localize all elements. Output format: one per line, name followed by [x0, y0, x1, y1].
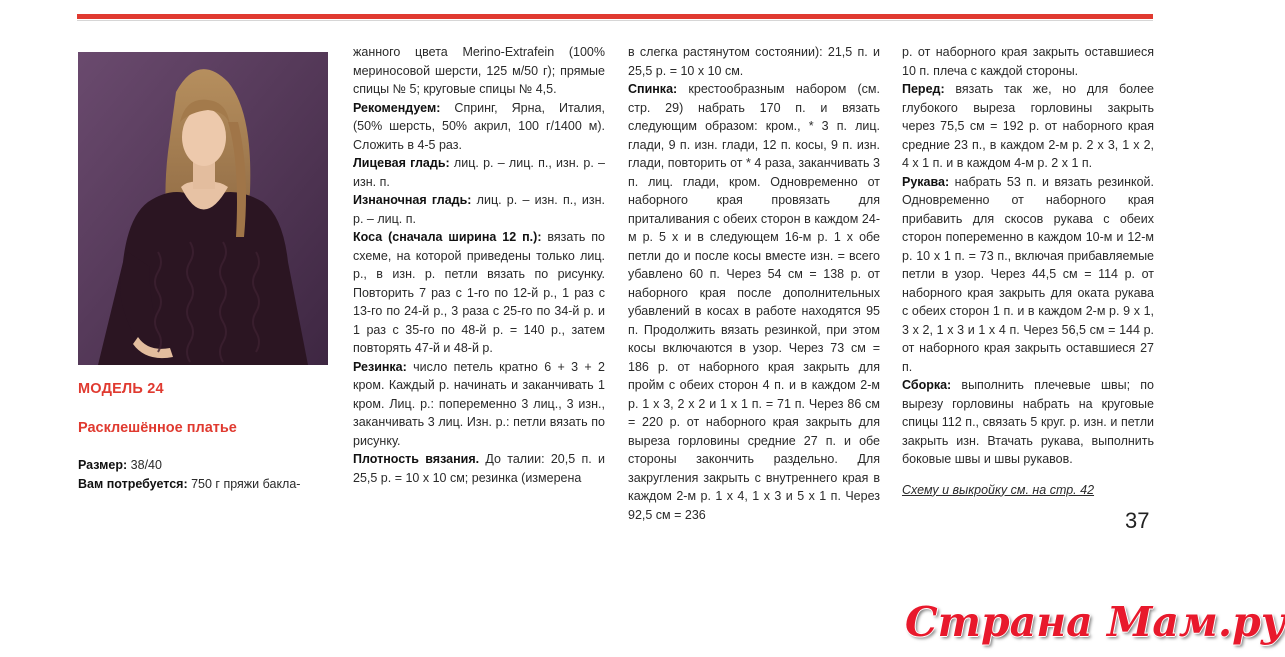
paragraph-recommend: Рекомендуем: Спринг, Ярна, Италия, (50% шерсть, 50% акрил, 100 г/1400 м). Сложить в 4-5 раз.: [353, 100, 605, 152]
paragraph-cable: Коса (сначала ширина 12 п.): вязать по схеме, на которой приведены только лиц. р., в изн. р. петли вязать по рисунку. Повторить 7 раз с 1-го по 12-й р., 1 раз с 13-го по 24-й р., 3 раза с 25-го по 34-й р. и 1 раз с 35-го по 48-й р. = 140 р., затем повторять 47-й и 48-й р.: [353, 230, 605, 355]
text-column-2: [353, 43, 605, 487]
paragraph: в слегка растянутом состоянии): 21,5 п. и 25,5 р. = 10 х 10 см.: [628, 45, 880, 78]
model-number: МОДЕЛЬ 24: [78, 381, 164, 397]
paragraph-back: Спинка: крестообразным набором (см. стр. 29) набрать 170 п. и вязать следующим образом: кром., * 3 п. лиц. глади, 9 п. изн. глади, 12 п. косы, 9 п. изн. глади, повторить от * 4 раза, заканчивать 3 п. лиц. глади, кром. Одновременно от наборного края провязать для приталивания с обеих сторон в каждом 24-м р. 5 х и в следующем 16-м р. 1 х обе петли до и после косы вместе изн. = всего убавлено 60 п. Через 54 см = 138 р. от наборного края после дополнительных убавлений в косах в работе находятся 95 п. Продолжить вязать резинкой, при этом косы включаются в узор. Через 73 см = 186 р. от наборного края закрыть для пройм с обеих сторон 4 п. и в каждом 2-м р. 1 х 3, 2 х 2 и 1 х 1 п. = 71 п. Через 86 см = 220 р. от наборного края закрыть для выреза горловины средние 27 п. и обе стороны закончить раздельно. Для закругления закрыть с внутреннего края в каждом 2-м р. 1 х 4, 1 х 3 и 5 х 1 п. Через 92,5 см = 236: [628, 82, 880, 522]
size-line: Размер: 38/40: [78, 458, 162, 472]
paragraph: жанного цвета Merino-Extrafein (100% мериносовой шерсти, 125 м/50 г); прямые спицы № 5; круговые спицы № 4,5.: [353, 45, 605, 96]
paragraph-reverse-stockinette: Изнаночная гладь: лиц. р. – изн. п., изн. р. – лиц. п.: [353, 193, 605, 226]
model-title: Расклешённое платье: [78, 420, 237, 436]
paragraph-stockinette: Лицевая гладь: лиц. р. – лиц. п., изн. р. – изн. п.: [353, 156, 605, 189]
pattern-reference-link[interactable]: Схему и выкройку см. на стр. 42: [902, 482, 1095, 497]
model-photo: [78, 52, 328, 365]
watermark-logo: Страна Мам.ру: [905, 598, 1285, 646]
paragraph-front: Перед: вязать так же, но для более глубокого выреза горловины закрыть через 75,5 см = 192 р. от наборного края средние 23 п., в каждом 2-м р. 2 х 3, 1 х 2, 4 х 1 п. и в каждом 4-м р. 2 х 1 п.: [902, 82, 1154, 170]
paragraph-sleeves: Рукава: набрать 53 п. и вязать резинкой. Одновременно от наборного края прибавить для скосов рукава с обеих сторон попеременно в каждом 10-м и 12-м р. 10 х 1 п. = 73 п., включая прибавляемые петли в узор. Через 44,5 см = 114 р. от наборного края закрыть для оката рукава с обеих сторон 1 п. и в каждом 2-м р. 9 х 1, 3 х 2, 1 х 3 и 1 х 4 п. Через 56,5 см = 144 р. от наборного края закрыть оставшиеся 27 п.: [902, 174, 1154, 374]
text-column-3: [628, 43, 880, 524]
page-number: 37: [1125, 508, 1150, 533]
text-column-4: [902, 43, 1154, 499]
paragraph-assembly: Сборка: выполнить плечевые швы; по вырезу горловины набрать на круговые спицы 112 п., связать 5 круг. р. изн. и петли закрыть изн. Втачать рукава, выполнить боковые швы и швы рукавов.: [902, 378, 1154, 466]
top-red-rule: [77, 14, 1153, 19]
paragraph: р. от наборного края закрыть оставшиеся 10 п. плеча с каждой стороны.: [902, 45, 1154, 78]
intro-block: [78, 456, 333, 493]
materials-line: Вам потребуется: 750 г пряжи бакла-: [78, 476, 301, 491]
paragraph-rib: Резинка: число петель кратно 6 + 3 + 2 кром. Каждый р. начинать и заканчивать 1 кром. Лиц. р.: попеременно 3 лиц., 3 изн., заканчивать 3 лиц. Изн. р.: петли вязать по рисунку.: [353, 359, 605, 448]
top-grey-rule: [77, 20, 1153, 21]
paragraph-gauge: Плотность вязания. До талии: 20,5 п. и 25,5 р. = 10 х 10 см; резинка (измерена: [353, 452, 605, 485]
